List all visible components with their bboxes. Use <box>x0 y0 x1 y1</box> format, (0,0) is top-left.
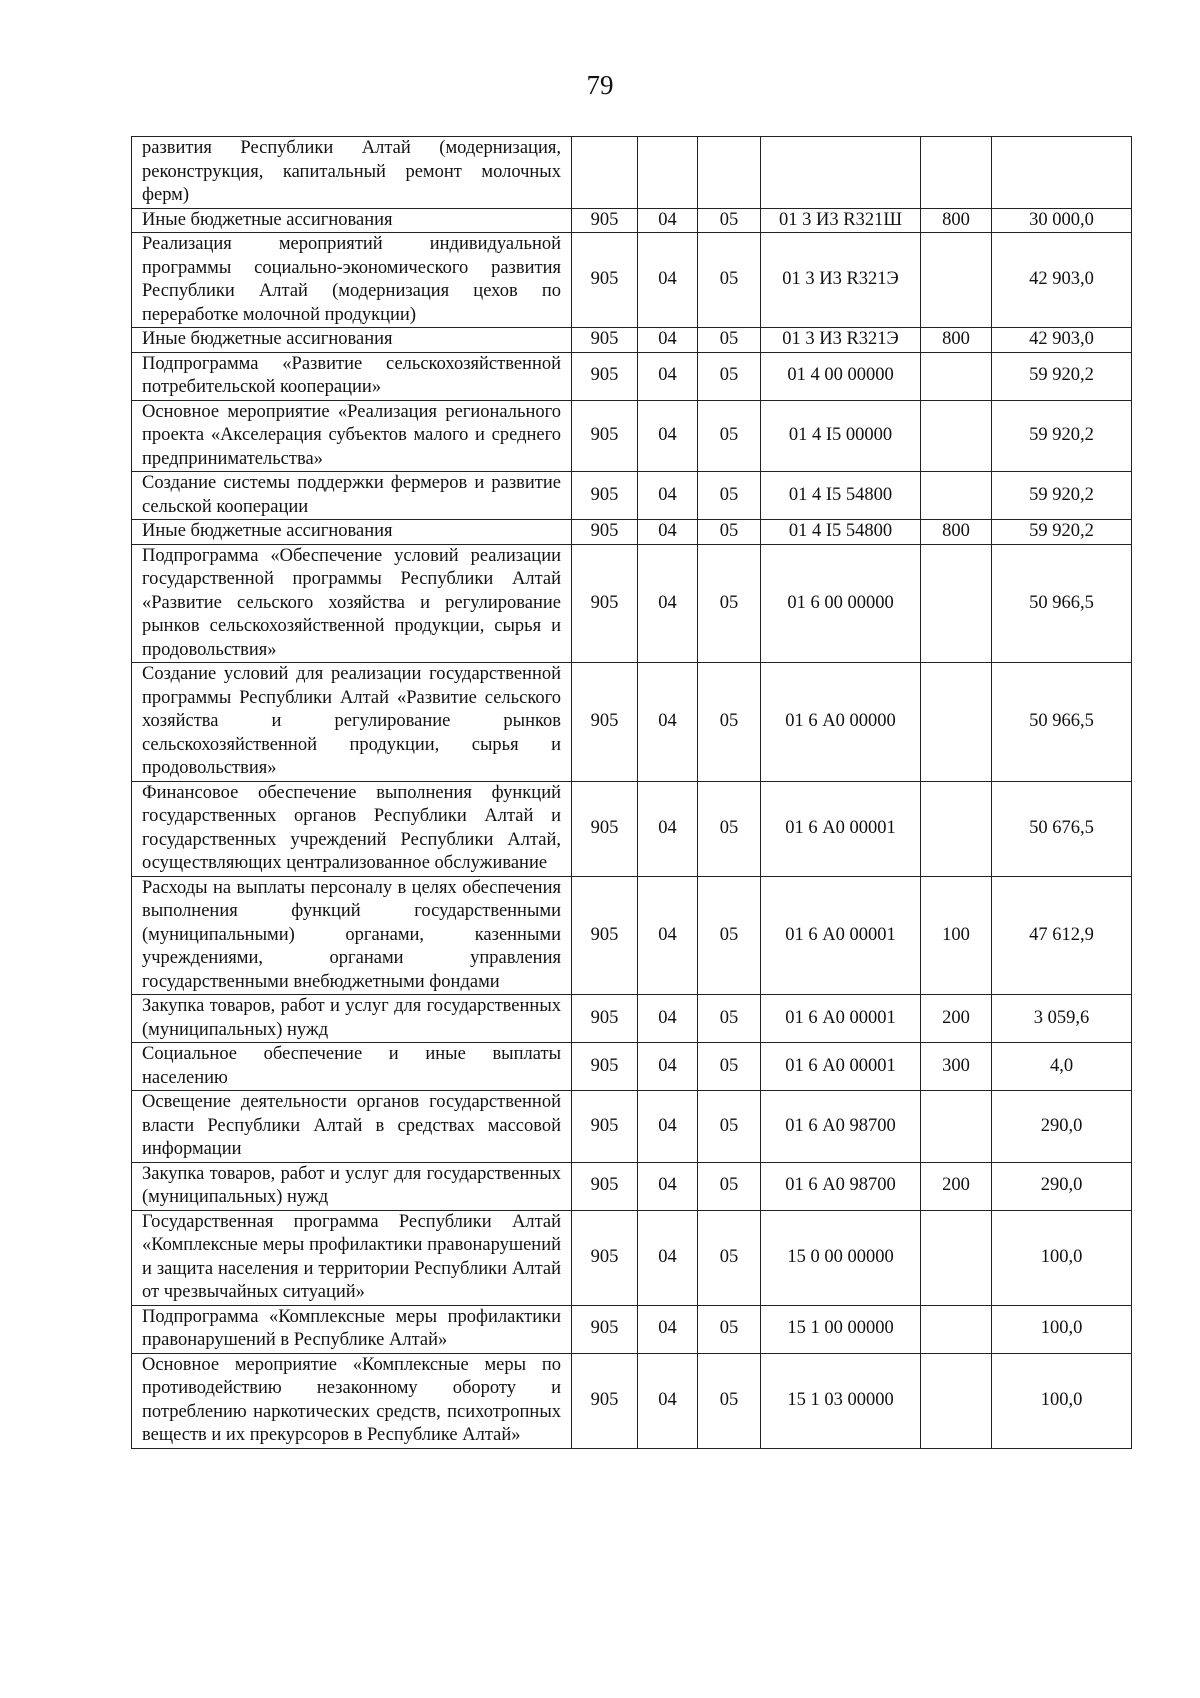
cell-subsection: 05 <box>698 328 761 353</box>
cell-expense-type: 800 <box>921 328 992 353</box>
cell-expense-type: 800 <box>921 208 992 233</box>
cell-amount: 100,0 <box>992 1210 1132 1305</box>
cell-subsection: 05 <box>698 1043 761 1091</box>
cell-section: 04 <box>638 876 698 995</box>
cell-amount: 3 059,6 <box>992 995 1132 1043</box>
cell-subsection: 05 <box>698 208 761 233</box>
table-row <box>132 876 1132 995</box>
cell-name: Государственная программа Республики Алтай «Комплексные меры профилактики правонарушений и защита населения и территории Республики Алтай от чрезвычайных ситуаций» <box>132 1210 572 1305</box>
table-row <box>132 1353 1132 1448</box>
cell-section: 04 <box>638 781 698 876</box>
cell-ministry: 905 <box>572 328 638 353</box>
cell-name: Подпрограмма «Обеспечение условий реализации государственной программы Республики Алтай «Развитие сельского хозяйства и регулирование рынков сельскохозяйственной продукции, сырья и продовольствия» <box>132 544 572 663</box>
cell-ministry: 905 <box>572 208 638 233</box>
cell-ministry: 905 <box>572 995 638 1043</box>
cell-amount: 59 920,2 <box>992 520 1132 545</box>
cell-amount: 50 966,5 <box>992 544 1132 663</box>
cell-subsection: 05 <box>698 1353 761 1448</box>
cell-amount: 50 966,5 <box>992 663 1132 782</box>
cell-expense-type <box>921 544 992 663</box>
table-row <box>132 995 1132 1043</box>
cell-amount: 100,0 <box>992 1353 1132 1448</box>
table-row <box>132 1305 1132 1353</box>
cell-name: Расходы на выплаты персоналу в целях обеспечения выполнения функций государственными (муниципальными) органами, казенными учреждениями, органами управления государственными внебюджетными фондами <box>132 876 572 995</box>
cell-ministry: 905 <box>572 1210 638 1305</box>
cell-ministry: 905 <box>572 472 638 520</box>
cell-section: 04 <box>638 472 698 520</box>
table-row <box>132 208 1132 233</box>
table-row <box>132 1091 1132 1163</box>
cell-name: Создание условий для реализации государственной программы Республики Алтай «Развитие сельского хозяйства и регулирование рынков сельскохозяйственной продукции, сырья и продовольствия» <box>132 663 572 782</box>
table-row <box>132 137 1132 209</box>
cell-name: Социальное обеспечение и иные выплаты населению <box>132 1043 572 1091</box>
cell-name: Подпрограмма «Комплексные меры профилактики правонарушений в Республике Алтай» <box>132 1305 572 1353</box>
table-row <box>132 781 1132 876</box>
cell-target-article: 01 6 А0 00000 <box>761 663 921 782</box>
cell-subsection: 05 <box>698 1162 761 1210</box>
cell-expense-type <box>921 781 992 876</box>
cell-ministry: 905 <box>572 781 638 876</box>
cell-name: Подпрограмма «Развитие сельскохозяйственной потребительской кооперации» <box>132 352 572 400</box>
cell-target-article: 01 4 I5 54800 <box>761 472 921 520</box>
cell-section: 04 <box>638 995 698 1043</box>
cell-expense-type <box>921 233 992 328</box>
table-row <box>132 520 1132 545</box>
cell-amount: 42 903,0 <box>992 233 1132 328</box>
cell-target-article: 01 6 А0 98700 <box>761 1162 921 1210</box>
cell-expense-type: 100 <box>921 876 992 995</box>
cell-ministry: 905 <box>572 1162 638 1210</box>
cell-name: Создание системы поддержки фермеров и развитие сельской кооперации <box>132 472 572 520</box>
cell-expense-type <box>921 400 992 472</box>
cell-subsection: 05 <box>698 781 761 876</box>
cell-subsection: 05 <box>698 1091 761 1163</box>
cell-target-article: 15 1 03 00000 <box>761 1353 921 1448</box>
cell-target-article: 01 4 00 00000 <box>761 352 921 400</box>
cell-name: Основное мероприятие «Комплексные меры по противодействию незаконному обороту и потреблению наркотических средств, психотропных веществ и их прекурсоров в Республике Алтай» <box>132 1353 572 1448</box>
cell-section <box>638 137 698 209</box>
cell-amount: 47 612,9 <box>992 876 1132 995</box>
cell-target-article: 01 6 А0 00001 <box>761 1043 921 1091</box>
cell-section: 04 <box>638 233 698 328</box>
cell-amount: 59 920,2 <box>992 400 1132 472</box>
cell-section: 04 <box>638 520 698 545</box>
table-row <box>132 1043 1132 1091</box>
cell-expense-type: 200 <box>921 995 992 1043</box>
cell-amount: 42 903,0 <box>992 328 1132 353</box>
cell-ministry <box>572 137 638 209</box>
cell-section: 04 <box>638 663 698 782</box>
cell-expense-type: 200 <box>921 1162 992 1210</box>
cell-name: Иные бюджетные ассигнования <box>132 328 572 353</box>
cell-target-article: 15 1 00 00000 <box>761 1305 921 1353</box>
cell-name: Финансовое обеспечение выполнения функций государственных органов Республики Алтай и государственных учреждений Республики Алтай, осуществляющих централизованное обслуживание <box>132 781 572 876</box>
cell-target-article: 01 3 И3 R321Э <box>761 233 921 328</box>
cell-ministry: 905 <box>572 233 638 328</box>
table-row <box>132 1210 1132 1305</box>
cell-ministry: 905 <box>572 520 638 545</box>
cell-section: 04 <box>638 352 698 400</box>
cell-ministry: 905 <box>572 400 638 472</box>
cell-ministry: 905 <box>572 1091 638 1163</box>
page-number: 79 <box>586 70 614 100</box>
cell-amount: 50 676,5 <box>992 781 1132 876</box>
cell-expense-type <box>921 1305 992 1353</box>
cell-section: 04 <box>638 1353 698 1448</box>
cell-subsection: 05 <box>698 1210 761 1305</box>
budget-table <box>131 136 1132 1449</box>
cell-target-article: 15 0 00 00000 <box>761 1210 921 1305</box>
cell-target-article <box>761 137 921 209</box>
cell-subsection: 05 <box>698 1305 761 1353</box>
cell-name: развития Республики Алтай (модернизация, реконструкция, капитальный ремонт молочных ферм) <box>132 137 572 209</box>
cell-name: Реализация мероприятий индивидуальной программы социально-экономического развития Республики Алтай (модернизация цехов по переработке молочной продукции) <box>132 233 572 328</box>
cell-amount: 59 920,2 <box>992 352 1132 400</box>
cell-amount: 290,0 <box>992 1162 1132 1210</box>
cell-ministry: 905 <box>572 1305 638 1353</box>
cell-target-article: 01 6 00 00000 <box>761 544 921 663</box>
cell-expense-type <box>921 1353 992 1448</box>
cell-ministry: 905 <box>572 876 638 995</box>
cell-subsection: 05 <box>698 544 761 663</box>
cell-ministry: 905 <box>572 663 638 782</box>
cell-amount: 59 920,2 <box>992 472 1132 520</box>
cell-target-article: 01 6 А0 00001 <box>761 995 921 1043</box>
cell-subsection: 05 <box>698 663 761 782</box>
cell-section: 04 <box>638 544 698 663</box>
cell-name: Закупка товаров, работ и услуг для государственных (муниципальных) нужд <box>132 1162 572 1210</box>
cell-name: Основное мероприятие «Реализация регионального проекта «Акселерация субъектов малого и среднего предпринимательства» <box>132 400 572 472</box>
cell-section: 04 <box>638 328 698 353</box>
cell-section: 04 <box>638 1091 698 1163</box>
cell-expense-type: 800 <box>921 520 992 545</box>
table-row <box>132 544 1132 663</box>
cell-expense-type <box>921 1210 992 1305</box>
table-row <box>132 233 1132 328</box>
cell-amount <box>992 137 1132 209</box>
cell-ministry: 905 <box>572 1353 638 1448</box>
cell-subsection <box>698 137 761 209</box>
cell-subsection: 05 <box>698 352 761 400</box>
cell-name: Иные бюджетные ассигнования <box>132 520 572 545</box>
cell-target-article: 01 6 А0 00001 <box>761 876 921 995</box>
cell-subsection: 05 <box>698 520 761 545</box>
table-row <box>132 663 1132 782</box>
cell-subsection: 05 <box>698 995 761 1043</box>
cell-ministry: 905 <box>572 352 638 400</box>
cell-section: 04 <box>638 1162 698 1210</box>
cell-amount: 100,0 <box>992 1305 1132 1353</box>
cell-expense-type <box>921 472 992 520</box>
cell-ministry: 905 <box>572 1043 638 1091</box>
cell-subsection: 05 <box>698 876 761 995</box>
cell-target-article: 01 4 I5 00000 <box>761 400 921 472</box>
cell-expense-type <box>921 1091 992 1163</box>
table-row <box>132 1162 1132 1210</box>
cell-subsection: 05 <box>698 233 761 328</box>
cell-section: 04 <box>638 208 698 233</box>
cell-target-article: 01 6 А0 00001 <box>761 781 921 876</box>
table-row <box>132 328 1132 353</box>
cell-amount: 4,0 <box>992 1043 1132 1091</box>
table-row <box>132 472 1132 520</box>
cell-amount: 290,0 <box>992 1091 1132 1163</box>
cell-target-article: 01 6 А0 98700 <box>761 1091 921 1163</box>
table-body <box>132 137 1132 1449</box>
cell-section: 04 <box>638 1210 698 1305</box>
cell-subsection: 05 <box>698 400 761 472</box>
cell-name: Закупка товаров, работ и услуг для государственных (муниципальных) нужд <box>132 995 572 1043</box>
cell-amount: 30 000,0 <box>992 208 1132 233</box>
cell-expense-type <box>921 137 992 209</box>
cell-section: 04 <box>638 1305 698 1353</box>
cell-subsection: 05 <box>698 472 761 520</box>
cell-target-article: 01 3 И3 R321Ш <box>761 208 921 233</box>
cell-name: Иные бюджетные ассигнования <box>132 208 572 233</box>
cell-expense-type: 300 <box>921 1043 992 1091</box>
cell-target-article: 01 3 И3 R321Э <box>761 328 921 353</box>
cell-name: Освещение деятельности органов государственной власти Республики Алтай в средствах массовой информации <box>132 1091 572 1163</box>
table-row <box>132 400 1132 472</box>
cell-section: 04 <box>638 1043 698 1091</box>
cell-section: 04 <box>638 400 698 472</box>
cell-target-article: 01 4 I5 54800 <box>761 520 921 545</box>
table-row <box>132 352 1132 400</box>
cell-ministry: 905 <box>572 544 638 663</box>
cell-expense-type <box>921 352 992 400</box>
cell-expense-type <box>921 663 992 782</box>
